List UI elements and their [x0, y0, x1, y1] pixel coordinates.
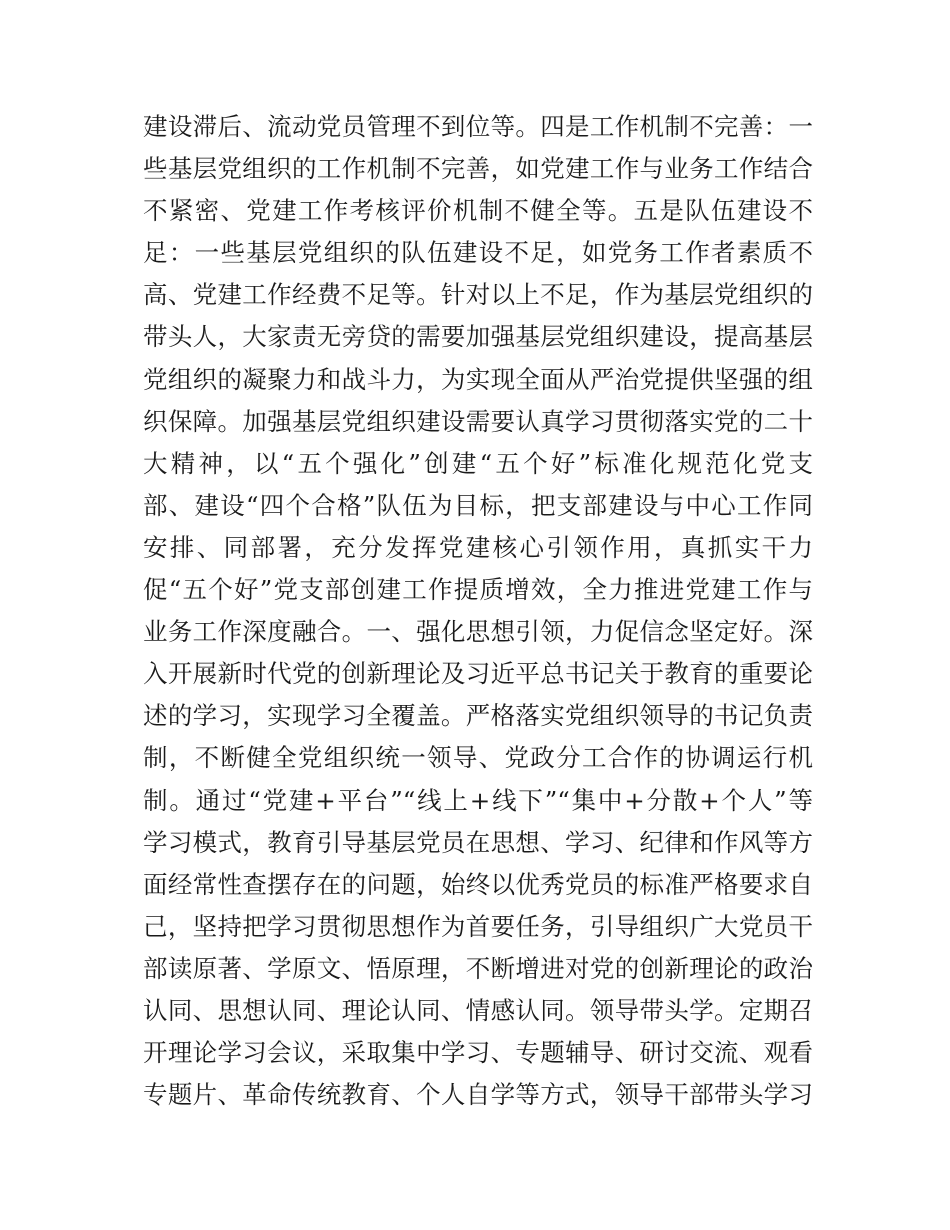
text-line: 己，坚持把学习贯彻思想作为首要任务，引导组织广大党员干 — [143, 911, 813, 941]
text-line: 安排、同部署，充分发挥党建核心引领作用，真抓实干力 — [143, 532, 813, 562]
text-line: 制。通过“党建+平台”“线上+线下”“集中+分散+个人”等 — [143, 785, 813, 815]
text-line: 织保障。加强基层党组织建设需要认真学习贯彻落实党的二十 — [143, 406, 813, 436]
text-line: 认同、思想认同、理论认同、情感认同。领导带头学。定期召 — [143, 995, 813, 1025]
text-line: 些基层党组织的工作机制不完善，如党建工作与业务工作结合 — [143, 154, 813, 184]
body-text — [143, 106, 813, 1116]
text-line: 学习模式，教育引导基层党员在思想、学习、纪律和作风等方 — [143, 827, 813, 857]
text-line: 促“五个好”党支部创建工作提质增效，全力推进党建工作与 — [143, 575, 813, 605]
text-line: 党组织的凝聚力和战斗力，为实现全面从严治党提供坚强的组 — [143, 364, 813, 394]
text-line: 述的学习，实现学习全覆盖。严格落实党组织领导的书记负责 — [143, 701, 813, 731]
text-line: 带头人，大家责无旁贷的需要加强基层党组织建设，提高基层 — [143, 322, 813, 352]
text-line: 制，不断健全党组织统一领导、党政分工合作的协调运行机 — [143, 743, 813, 773]
text-line: 建设滞后、流动党员管理不到位等。四是工作机制不完善：一 — [143, 112, 813, 141]
text-line: 不紧密、党建工作考核评价机制不健全等。五是队伍建设不 — [143, 196, 813, 226]
text-line: 大精神，以“五个强化”创建“五个好”标准化规范化党支 — [143, 448, 813, 478]
text-line: 面经常性查摆存在的问题，始终以优秀党员的标准严格要求自 — [143, 869, 813, 899]
text-line: 业务工作深度融合。一、强化思想引领，力促信念坚定好。深 — [143, 617, 813, 647]
text-line: 足：一些基层党组织的队伍建设不足，如党务工作者素质不 — [143, 238, 813, 268]
text-line: 开理论学习会议，采取集中学习、专题辅导、研讨交流、观看 — [143, 1038, 813, 1068]
text-line: 专题片、革命传统教育、个人自学等方式，领导干部带头学习 — [143, 1080, 813, 1110]
text-line: 入开展新时代党的创新理论及习近平总书记关于教育的重要论 — [143, 659, 813, 689]
text-line: 部、建设“四个合格”队伍为目标，把支部建设与中心工作同 — [143, 490, 813, 520]
text-line: 部读原著、学原文、悟原理，不断增进对党的创新理论的政治 — [143, 953, 813, 983]
text-line: 高、党建工作经费不足等。针对以上不足，作为基层党组织的 — [143, 280, 813, 310]
